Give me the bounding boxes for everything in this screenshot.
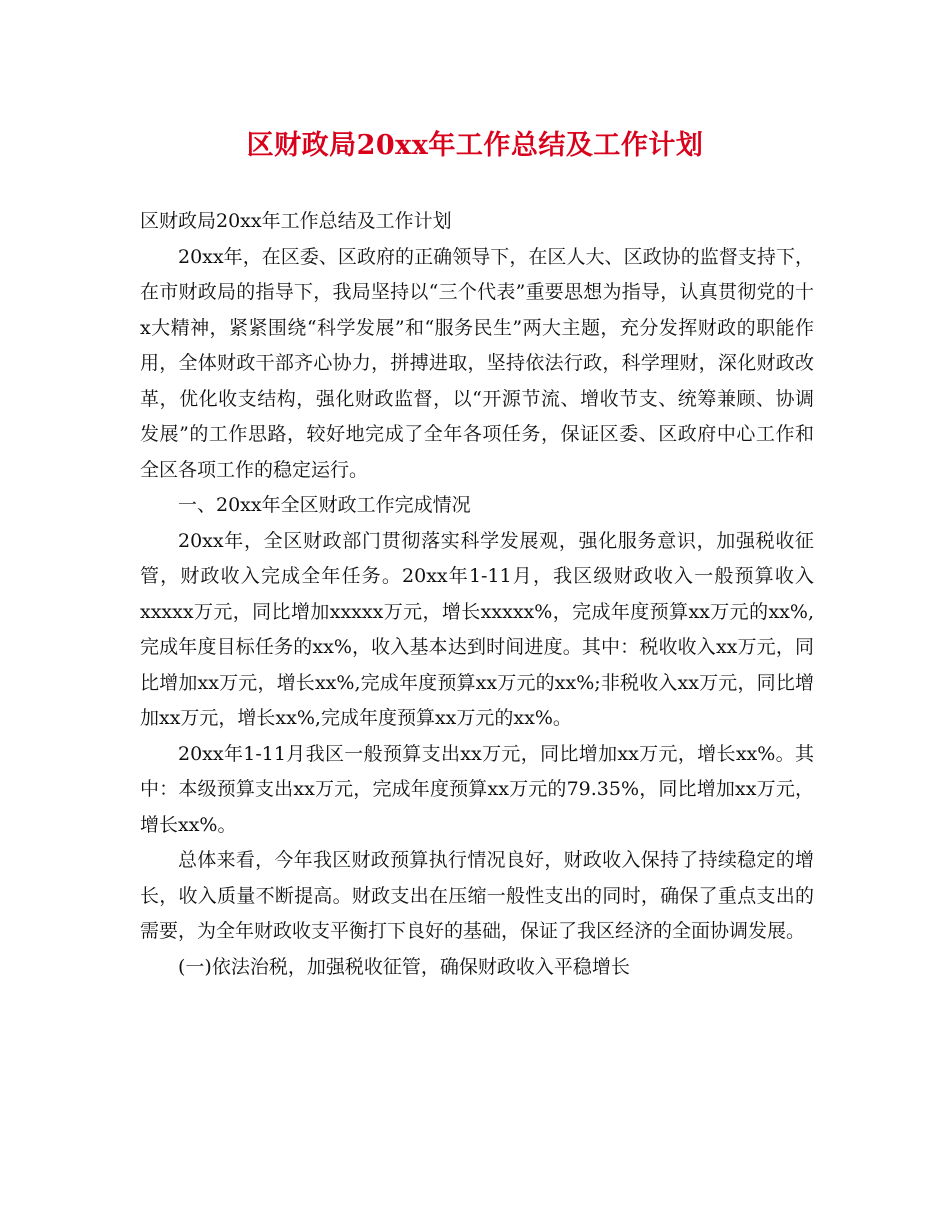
- paragraph-heading: 区财政局20xx年工作总结及工作计划: [140, 210, 452, 232]
- section-heading-1: 一、20xx年全区财政工作完成情况: [178, 494, 471, 516]
- document-body: [140, 204, 814, 985]
- document-title: 区财政局20xx年工作总结及工作计划: [246, 130, 704, 161]
- paragraph-revenue: 20xx年，全区财政部门贯彻落实科学发展观，强化服务意识，加强税收征管，财政收入完成全年任务。20xx年1-11月，我区级财政收入一般预算收入xxxxx万元，同比增加xxxxx万元，增长xxxxx%，完成年度预算xx万元的xx%,完成年度目标任务的xx%，收入基本达到时间进度。其中：税收收入xx万元，同比增加xx万元，增长xx%,完成年度预算xx万元的xx%;非税收入xx万元，同比增加xx万元，增长xx%,完成年度预算xx万元的xx%。: [140, 529, 814, 729]
- paragraph-intro: 20xx年，在区委、区政府的正确领导下，在区人大、区政协的监督支持下，在市财政局的指导下，我局坚持以“三个代表”重要思想为指导，认真贯彻党的十x大精神，紧紧围绕“科学发展”和“服务民生”两大主题，充分发挥财政的职能作用，全体财政干部齐心协力，拼搏进取，坚持依法行政，科学理财，深化财政改革，优化收支结构，强化财政监督，以“开源节流、增收节支、统筹兼顾、协调发展”的工作思路，较好地完成了全年各项任务，保证区委、区政府中心工作和全区各项工作的稳定运行。: [140, 245, 814, 481]
- subsection-heading-1: (一)依法治税，加强税收征管，确保财政收入平稳增长: [178, 955, 630, 978]
- paragraph-expenditure: 20xx年1-11月我区一般预算支出xx万元，同比增加xx万元，增长xx%。其中：本级预算支出xx万元，完成年度预算xx万元的79.35%，同比增加xx万元，增长xx%。: [140, 742, 814, 836]
- paragraph-summary: 总体来看，今年我区财政预算执行情况良好，财政收入保持了持续稳定的增长，收入质量不断提高。财政支出在压缩一般性支出的同时，确保了重点支出的需要，为全年财政收支平衡打下良好的基础，保证了我区经济的全面协调发展。: [140, 849, 814, 942]
